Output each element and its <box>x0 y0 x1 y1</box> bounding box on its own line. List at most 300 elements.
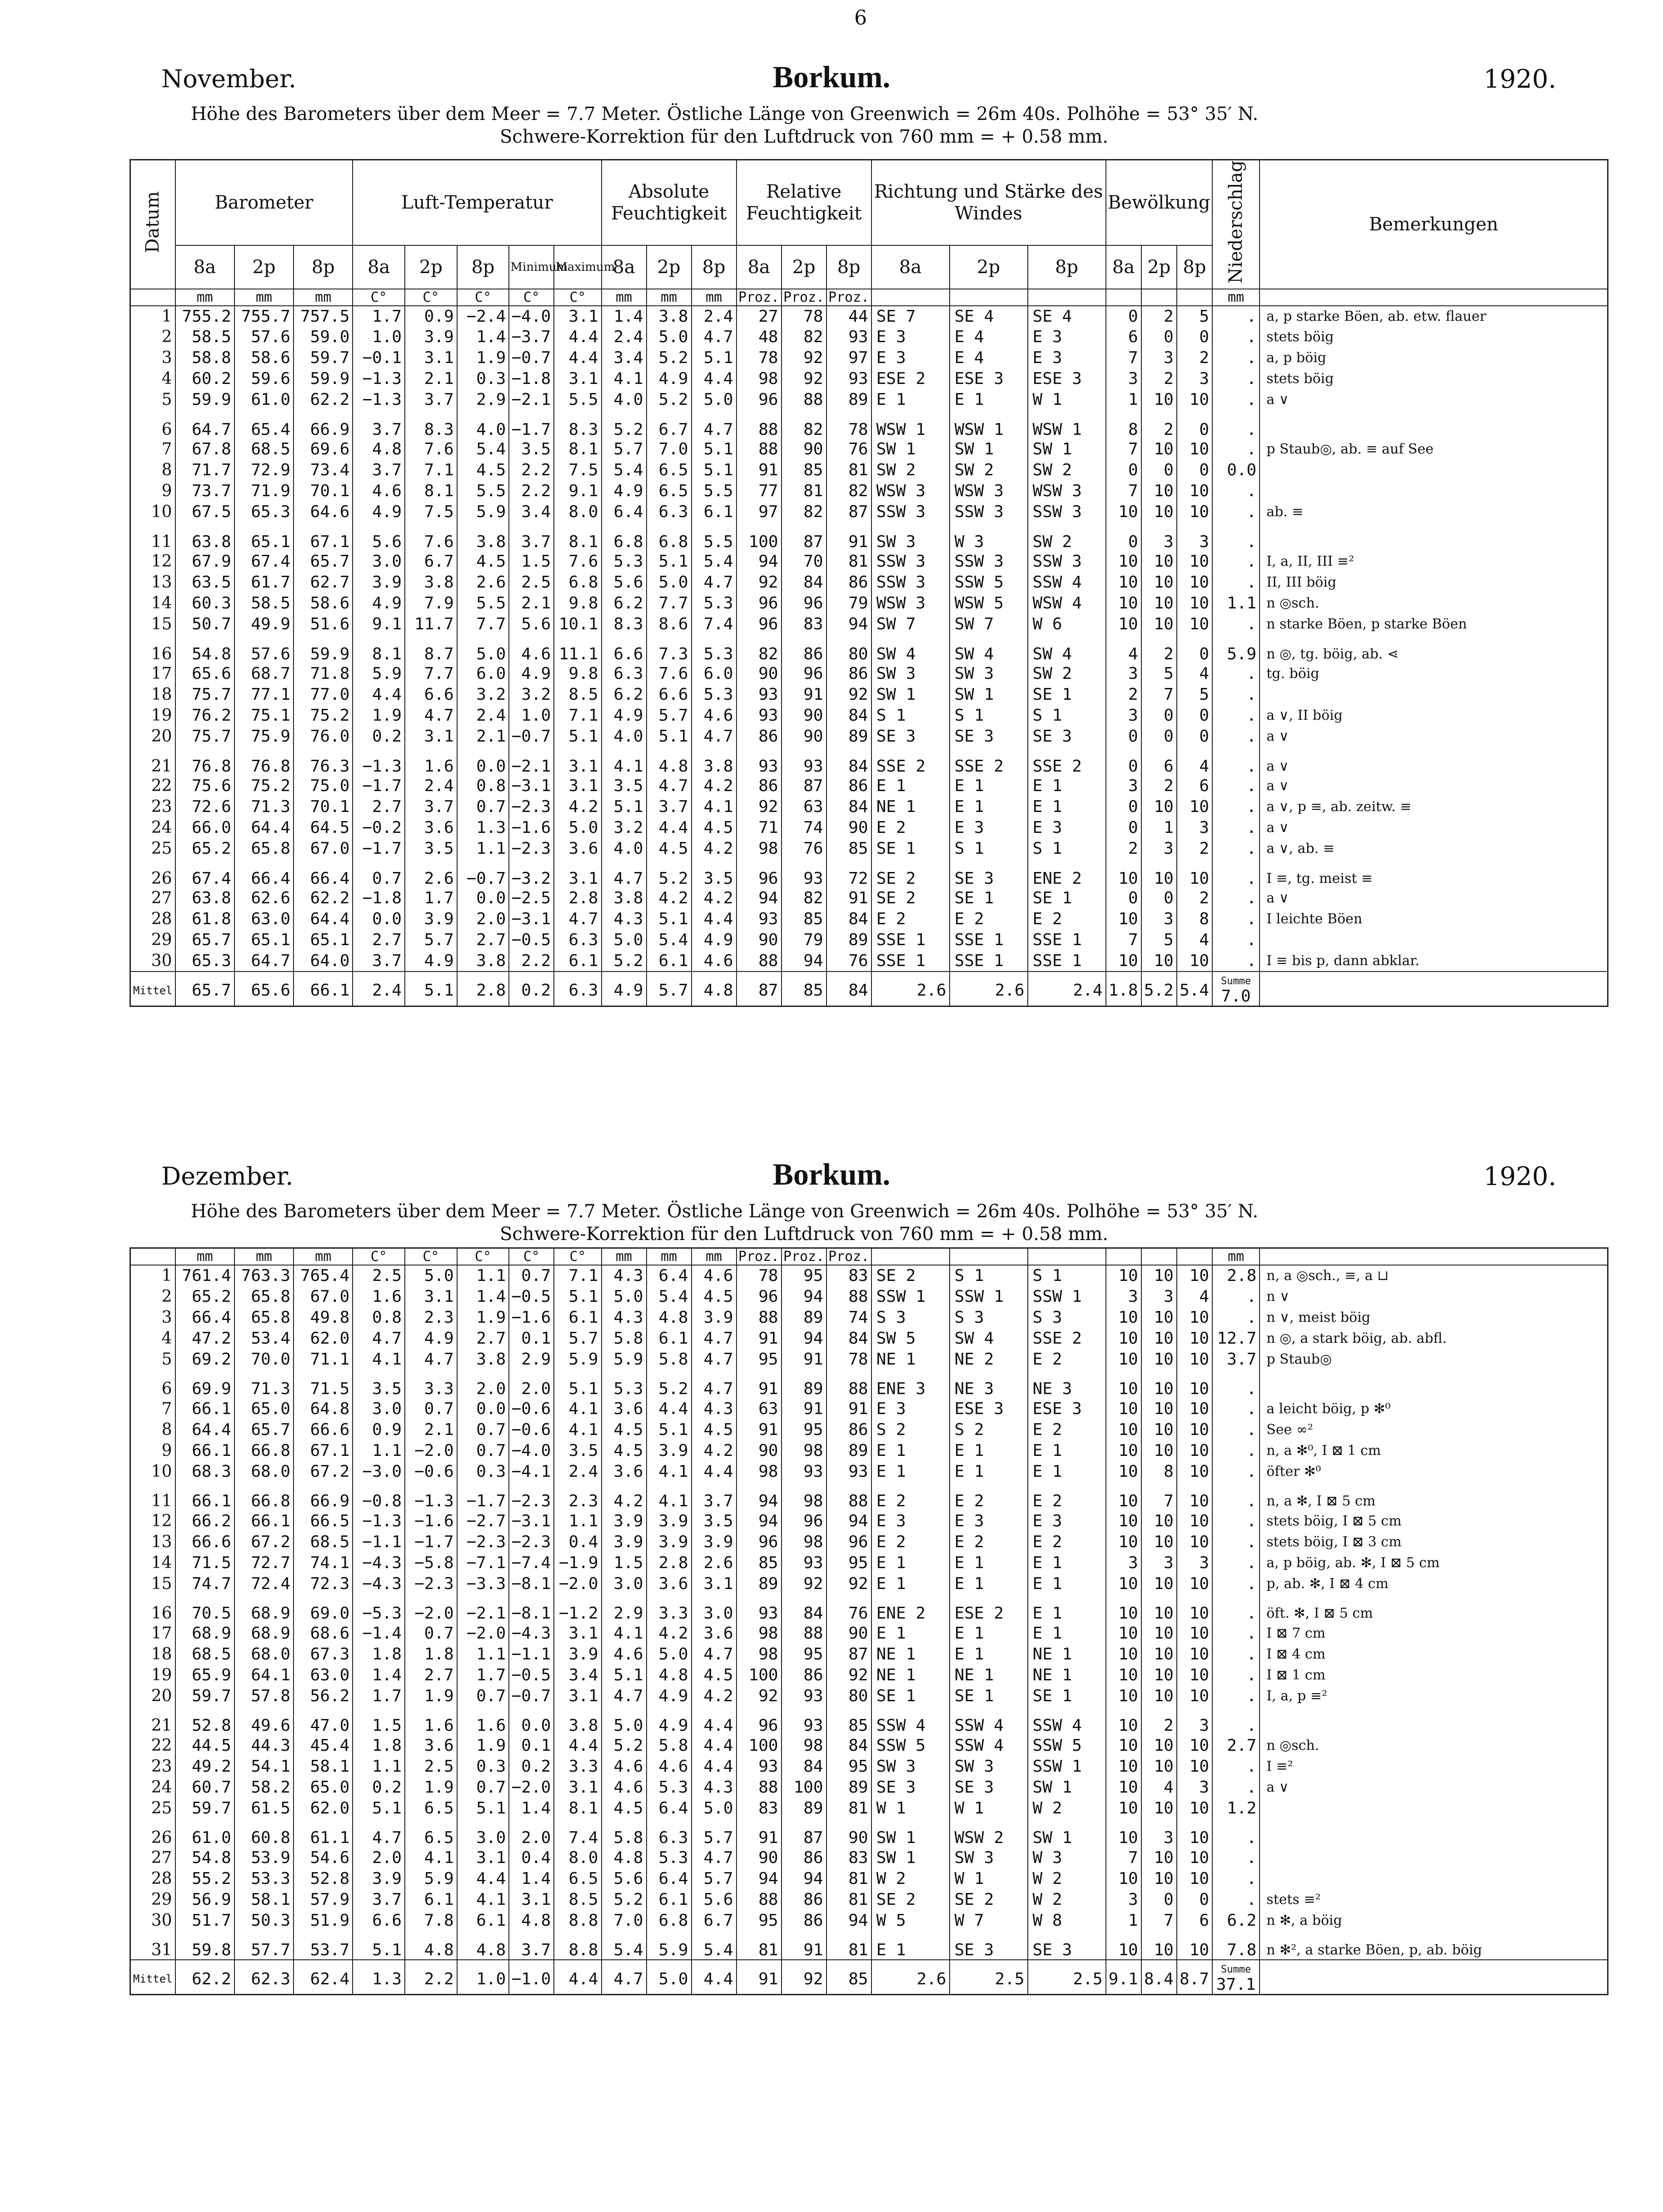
cell: 10 <box>1141 859 1177 888</box>
cell: 10 <box>1106 1531 1141 1552</box>
cell: 5.9 <box>457 502 509 523</box>
mean-cell: 91 <box>737 1960 782 1995</box>
mean-cell: 2.6 <box>871 1960 950 1995</box>
cell: 3 <box>1177 523 1212 551</box>
wind-cell: SE 2 <box>871 888 950 909</box>
cell: 4.9 <box>353 593 405 614</box>
cell: 10 <box>1141 1868 1177 1889</box>
cell: 8.8 <box>554 1931 601 1960</box>
cell: 3.1 <box>405 726 457 747</box>
table-row <box>130 1931 1608 1960</box>
remark-cell: I ⊠ 4 cm <box>1260 1644 1608 1664</box>
cell: 0.8 <box>457 776 509 797</box>
table-row <box>130 572 1608 593</box>
cell: 5 <box>1177 684 1212 705</box>
col-rel-humidity: Relative Feuchtigkeit <box>737 160 871 246</box>
precip-cell: . <box>1212 327 1260 348</box>
wind-cell: SSE 2 <box>1028 747 1106 776</box>
cell: 10 <box>1177 1398 1212 1419</box>
cell: 89 <box>827 389 871 410</box>
cell: 4.7 <box>692 327 737 348</box>
cell: 5.1 <box>692 460 737 481</box>
cell: 5.5 <box>692 481 737 502</box>
cell: 4.7 <box>405 705 457 726</box>
cell: 1.7 <box>353 306 405 327</box>
date-cell: 10 <box>130 1461 175 1482</box>
table-row <box>130 909 1608 930</box>
date-cell: 12 <box>130 1510 175 1531</box>
cell: 3.7 <box>353 951 405 971</box>
cell: 6.3 <box>647 502 692 523</box>
col-datum: Datum <box>130 160 175 289</box>
cell: 59.9 <box>175 389 234 410</box>
cell: 47.2 <box>175 1328 234 1349</box>
mean-cell: 2.4 <box>1028 971 1106 1006</box>
cell: 0.3 <box>457 1756 509 1777</box>
cell: 5.2 <box>602 1889 647 1910</box>
cell: 10 <box>1141 572 1177 593</box>
wind-cell: E 1 <box>950 1440 1028 1461</box>
cell: 76.8 <box>234 747 294 776</box>
cell: 10 <box>1106 1482 1141 1510</box>
cell: 76.3 <box>294 747 353 776</box>
cell: 10 <box>1177 551 1212 572</box>
wind-cell: E 3 <box>1028 817 1106 838</box>
cell: 67.1 <box>294 523 353 551</box>
cell: −2.1 <box>457 1594 509 1623</box>
cell: 68.3 <box>175 1461 234 1482</box>
cell: 68.0 <box>234 1461 294 1482</box>
cell: 4.8 <box>647 1664 692 1685</box>
remark-cell <box>1260 1818 1608 1847</box>
cell: 5.8 <box>602 1328 647 1349</box>
cell: 4 <box>1177 663 1212 684</box>
wind-cell: SE 2 <box>871 1265 950 1286</box>
wind-cell: SSE 1 <box>1028 930 1106 951</box>
cell: 4.7 <box>692 726 737 747</box>
cell: 92 <box>782 348 827 369</box>
remark-cell <box>1260 1868 1608 1889</box>
cell: 82 <box>827 481 871 502</box>
table-row <box>130 523 1608 551</box>
cell: 70.1 <box>294 481 353 502</box>
wind-cell: SW 1 <box>1028 1777 1106 1798</box>
cell: 2.5 <box>509 572 554 593</box>
cell: 65.3 <box>234 502 294 523</box>
wind-cell: W 8 <box>1028 1910 1106 1931</box>
cell: 4.3 <box>692 1398 737 1419</box>
cell: 5.0 <box>405 1265 457 1286</box>
cell: 10 <box>1141 951 1177 971</box>
cell: 10 <box>1177 593 1212 614</box>
cell: −0.7 <box>509 348 554 369</box>
cell: 70.5 <box>175 1594 234 1623</box>
cell: 10 <box>1177 614 1212 635</box>
table-row <box>130 1706 1608 1735</box>
wind-cell: SSW 1 <box>871 1286 950 1307</box>
mean-cell: 65.7 <box>175 971 234 1006</box>
unit-cell: C° <box>405 289 457 306</box>
wind-cell: S 3 <box>871 1307 950 1328</box>
date-cell: 28 <box>130 909 175 930</box>
cell: 3 <box>1177 1552 1212 1573</box>
date-cell: 3 <box>130 1307 175 1328</box>
cell: 3.5 <box>692 859 737 888</box>
cell: −1.6 <box>509 817 554 838</box>
cell: 66.4 <box>294 859 353 888</box>
cell: 61.8 <box>175 909 234 930</box>
cell: 64.7 <box>234 951 294 971</box>
cell: 2.2 <box>509 951 554 971</box>
cell: 10 <box>1106 1735 1141 1756</box>
cell: 4.5 <box>602 1419 647 1440</box>
cell: 83 <box>827 1847 871 1868</box>
cell: −0.2 <box>353 817 405 838</box>
cell: −2.0 <box>405 1440 457 1461</box>
wind-cell: SE 3 <box>950 1931 1028 1960</box>
cell: 6.3 <box>647 1818 692 1847</box>
cell: 9.8 <box>554 593 601 614</box>
precip-cell: . <box>1212 1685 1260 1706</box>
cell: 5.4 <box>647 930 692 951</box>
wind-cell: SSW 3 <box>1028 551 1106 572</box>
cell: 10 <box>1141 1419 1177 1440</box>
cell: 7.5 <box>554 460 601 481</box>
precip-cell: . <box>1212 551 1260 572</box>
cell: 66.2 <box>175 1510 234 1531</box>
cell: 10 <box>1106 1461 1141 1482</box>
cell: 3.3 <box>647 1594 692 1623</box>
cell: 2.6 <box>457 572 509 593</box>
cell: 10 <box>1141 1573 1177 1594</box>
cell: 85 <box>737 1552 782 1573</box>
cell: 58.6 <box>294 593 353 614</box>
cell: 90 <box>737 1847 782 1868</box>
cell: 10 <box>1141 1931 1177 1960</box>
cell: 84 <box>827 909 871 930</box>
cell: 64.1 <box>234 1664 294 1685</box>
cell: 59.7 <box>175 1685 234 1706</box>
cell: 100 <box>782 1777 827 1798</box>
cell: 51.6 <box>294 614 353 635</box>
cell: 88 <box>782 389 827 410</box>
cell: 91 <box>737 1419 782 1440</box>
cell: 10 <box>1177 1798 1212 1818</box>
date-cell: 30 <box>130 951 175 971</box>
cell: 2.7 <box>405 1664 457 1685</box>
mean-cell: 85 <box>782 971 827 1006</box>
cell: 93 <box>782 1706 827 1735</box>
cell: −1.4 <box>353 1623 405 1644</box>
date-cell: 30 <box>130 1910 175 1931</box>
wind-cell: S 1 <box>871 705 950 726</box>
cell: 0.4 <box>509 1847 554 1868</box>
cell: 63.8 <box>175 888 234 909</box>
wind-cell: SW 2 <box>950 460 1028 481</box>
cell: 72.3 <box>294 1573 353 1594</box>
cell: 7.9 <box>405 593 457 614</box>
cell: 70.0 <box>234 1349 294 1370</box>
cell: 3.9 <box>647 1531 692 1552</box>
h-8p: 8p <box>692 245 737 289</box>
wind-cell: SE 3 <box>950 859 1028 888</box>
cell: 8.0 <box>554 502 601 523</box>
table-row <box>130 1847 1608 1868</box>
cell: 98 <box>737 1461 782 1482</box>
cell: 88 <box>737 410 782 439</box>
cell: 3.6 <box>692 1623 737 1644</box>
table-row <box>130 1756 1608 1777</box>
cell: 0 <box>1106 747 1141 776</box>
remark-cell <box>1260 930 1608 951</box>
cell: 3.8 <box>405 572 457 593</box>
cell: 51.9 <box>294 1910 353 1931</box>
cell: −0.7 <box>457 859 509 888</box>
cell: 67.0 <box>294 1286 353 1307</box>
cell: 4.1 <box>647 1461 692 1482</box>
cell: 10 <box>1177 1623 1212 1644</box>
wind-cell: SE 3 <box>871 726 950 747</box>
cell: 10 <box>1141 1398 1177 1419</box>
cell: 8.1 <box>405 481 457 502</box>
wind-cell: S 1 <box>1028 838 1106 859</box>
cell: 3 <box>1141 909 1177 930</box>
wind-cell: SSW 4 <box>950 1735 1028 1756</box>
cell: 64.4 <box>175 1419 234 1440</box>
wind-cell: SE 1 <box>950 888 1028 909</box>
table-row <box>130 1868 1608 1889</box>
cell: 58.1 <box>234 1889 294 1910</box>
table-row <box>130 859 1608 888</box>
remark-cell: II, III böig <box>1260 572 1608 593</box>
cell: 3.1 <box>554 306 601 327</box>
cell: 71.9 <box>234 481 294 502</box>
wind-cell: NE 3 <box>1028 1370 1106 1398</box>
cell: 5.4 <box>647 1286 692 1307</box>
cell: 3 <box>1177 817 1212 838</box>
cell: 90 <box>737 663 782 684</box>
cell: 7.6 <box>405 439 457 460</box>
cell: 4.5 <box>457 551 509 572</box>
cell: 54.8 <box>175 635 234 663</box>
mean-cell: 4.8 <box>692 971 737 1006</box>
cell: 10 <box>1141 1798 1177 1818</box>
cell: 2.7 <box>353 797 405 817</box>
precip-cell: . <box>1212 306 1260 327</box>
table-row <box>130 327 1608 348</box>
cell: 10 <box>1177 1664 1212 1685</box>
h-8a: 8a <box>871 245 950 289</box>
wind-cell: ESE 3 <box>1028 1398 1106 1419</box>
table-row <box>130 306 1608 327</box>
cell: 3.7 <box>692 1482 737 1510</box>
wind-cell: E 1 <box>950 776 1028 797</box>
remark-cell: I ≡ bis p, dann abklar. <box>1260 951 1608 971</box>
cell: 8.1 <box>554 439 601 460</box>
cell: 64.5 <box>294 817 353 838</box>
cell: 0 <box>1177 635 1212 663</box>
cell: 44 <box>827 306 871 327</box>
cell: 2.9 <box>509 1349 554 1370</box>
wind-cell: E 2 <box>1028 1419 1106 1440</box>
cell: 91 <box>782 1398 827 1419</box>
cell: 3.0 <box>692 1594 737 1623</box>
cell: 59.6 <box>234 369 294 389</box>
date-cell: 10 <box>130 502 175 523</box>
cell: 5.1 <box>692 439 737 460</box>
cell: 3.5 <box>602 776 647 797</box>
cell: 58.5 <box>175 327 234 348</box>
cell: −2.1 <box>509 747 554 776</box>
cell: 3.1 <box>405 348 457 369</box>
cell: 1.4 <box>509 1798 554 1818</box>
cell: 98 <box>737 369 782 389</box>
cell: −0.6 <box>405 1461 457 1482</box>
wind-cell: SSE 1 <box>1028 951 1106 971</box>
december-section <box>0 1152 1663 1994</box>
unit-cell: C° <box>554 289 601 306</box>
precip-cell: 7.8 <box>1212 1931 1260 1960</box>
cell: 4.2 <box>647 1623 692 1644</box>
cell: 84 <box>827 747 871 776</box>
unit-cell <box>1177 1248 1212 1265</box>
cell: 81 <box>737 1931 782 1960</box>
remark-cell: p, ab. ✻, I ⊠ 4 cm <box>1260 1573 1608 1594</box>
cell: 59.9 <box>294 635 353 663</box>
cell: 755.2 <box>175 306 234 327</box>
wind-cell: S 1 <box>950 1265 1028 1286</box>
cell: 3.7 <box>353 1889 405 1910</box>
cell: 92 <box>737 1685 782 1706</box>
cell: 7 <box>1141 1482 1177 1510</box>
cell: 5.4 <box>692 1931 737 1960</box>
cell: 86 <box>782 1847 827 1868</box>
wind-cell: E 2 <box>1028 1482 1106 1510</box>
table-row <box>130 1349 1608 1370</box>
cell: 9.1 <box>554 481 601 502</box>
cell: 0 <box>1177 327 1212 348</box>
table-row <box>130 1286 1608 1307</box>
mean-cell: 65.6 <box>234 971 294 1006</box>
mean-row <box>130 971 1608 1006</box>
unit-cell: mm <box>1212 1248 1260 1265</box>
cell: 1.1 <box>353 1756 405 1777</box>
cell: 4.2 <box>692 1685 737 1706</box>
cell: 6.1 <box>647 1889 692 1910</box>
cell: 68.5 <box>234 439 294 460</box>
cell: 60.7 <box>175 1777 234 1798</box>
cell: 0 <box>1177 726 1212 747</box>
wind-cell: WSW 2 <box>950 1818 1028 1847</box>
cell: 67.3 <box>294 1644 353 1664</box>
cell: 757.5 <box>294 306 353 327</box>
remark-cell: a, p starke Böen, ab. etw. flauer <box>1260 306 1608 327</box>
cell: 5.9 <box>405 1868 457 1889</box>
cell: 5.7 <box>554 1328 601 1349</box>
precip-cell: . <box>1212 1370 1260 1398</box>
cell: 10 <box>1141 551 1177 572</box>
mean-cell: 87 <box>737 971 782 1006</box>
cell: 6.8 <box>554 572 601 593</box>
cell: 5 <box>1141 930 1177 951</box>
cell: 3 <box>1177 1777 1212 1798</box>
cell: 4.5 <box>647 838 692 859</box>
cell: 10 <box>1177 1461 1212 1482</box>
cell: 2.4 <box>554 1461 601 1482</box>
cell: 4.9 <box>602 705 647 726</box>
wind-cell: SSW 4 <box>871 1706 950 1735</box>
table-row <box>130 776 1608 797</box>
cell: 71.5 <box>294 1370 353 1398</box>
cell: 0 <box>1141 888 1177 909</box>
remark-cell <box>1260 523 1608 551</box>
cell: 3.1 <box>692 1573 737 1594</box>
cell: 3 <box>1106 1889 1141 1910</box>
remark-cell: n ∨ <box>1260 1286 1608 1307</box>
wind-cell: S 1 <box>950 705 1028 726</box>
cell: 10 <box>1177 1818 1212 1847</box>
cell: 4.1 <box>602 369 647 389</box>
table-row <box>130 593 1608 614</box>
cell: 77.1 <box>234 684 294 705</box>
cell: 68.0 <box>234 1644 294 1664</box>
cell: 4.9 <box>602 481 647 502</box>
cell: 3.1 <box>554 859 601 888</box>
wind-cell: SSW 3 <box>950 502 1028 523</box>
table-row <box>130 1798 1608 1818</box>
cell: 5.2 <box>647 348 692 369</box>
cell: 65.7 <box>175 930 234 951</box>
cell: 58.8 <box>175 348 234 369</box>
h-8a: 8a <box>737 245 782 289</box>
cell: 73.7 <box>175 481 234 502</box>
cell: 1.9 <box>457 1307 509 1328</box>
cell: 4.6 <box>602 1756 647 1777</box>
cell: −0.5 <box>509 930 554 951</box>
cell: 4.7 <box>692 1370 737 1398</box>
cell: 4.6 <box>692 1265 737 1286</box>
cell: 85 <box>827 838 871 859</box>
cell: 4.9 <box>405 1328 457 1349</box>
cell: −2.3 <box>405 1573 457 1594</box>
cell: 93 <box>782 859 827 888</box>
cell: 3.9 <box>647 1440 692 1461</box>
cell: 5.4 <box>602 460 647 481</box>
cell: 58.6 <box>234 348 294 369</box>
cell: 66.1 <box>234 1510 294 1531</box>
cell: 69.6 <box>294 439 353 460</box>
wind-cell: E 2 <box>871 1482 950 1510</box>
cell: 10 <box>1106 1307 1141 1328</box>
table-row <box>130 817 1608 838</box>
cell: 0.7 <box>457 1419 509 1440</box>
cell: 67.4 <box>234 551 294 572</box>
precip-sum <box>1212 971 1260 1006</box>
unit-cell <box>1141 1248 1177 1265</box>
wind-cell: WSW 3 <box>1028 481 1106 502</box>
table-row <box>130 797 1608 817</box>
cell: 88 <box>782 1623 827 1644</box>
cell: 3.0 <box>602 1573 647 1594</box>
cell: 3.2 <box>457 684 509 705</box>
table-row <box>130 369 1608 389</box>
cell: 4.5 <box>457 460 509 481</box>
cell: 5.1 <box>647 909 692 930</box>
cell: 0.7 <box>457 1685 509 1706</box>
precip-cell: . <box>1212 1644 1260 1664</box>
cell: 0.1 <box>509 1735 554 1756</box>
cell: 92 <box>737 572 782 593</box>
